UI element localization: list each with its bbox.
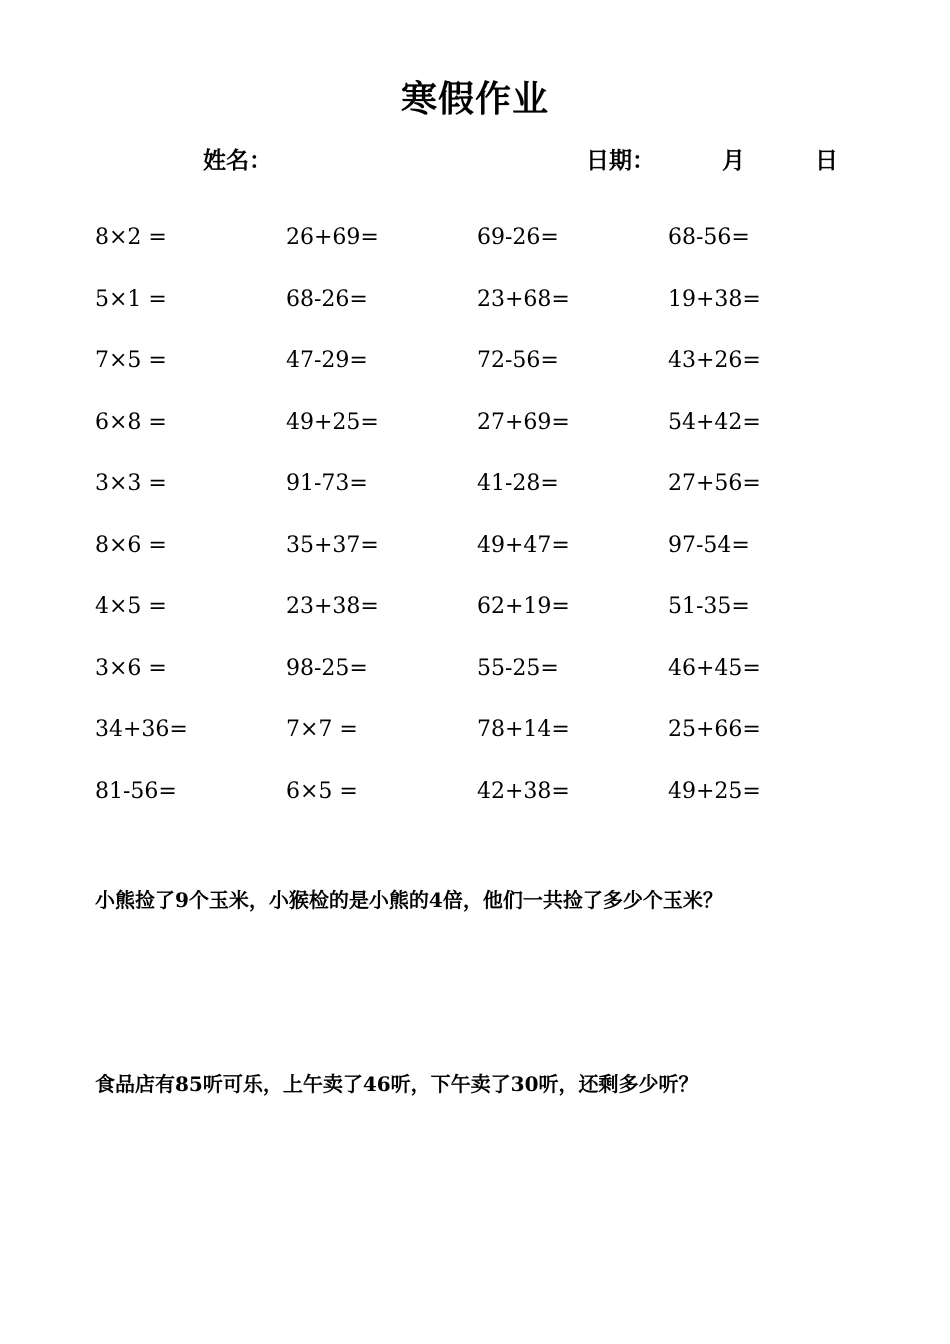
arithmetic-problem: 43+26= [668, 348, 761, 373]
arithmetic-problem: 4×5 = [95, 594, 167, 619]
arithmetic-problem: 62+19= [477, 594, 570, 619]
arithmetic-problem: 25+66= [668, 717, 761, 742]
arithmetic-problem: 7×5 = [95, 348, 167, 373]
arithmetic-problem: 51-35= [668, 594, 750, 619]
word-problem-2: 食品店有85听可乐，上午卖了46听，下午卖了30听，还剩多少听？ [95, 1072, 699, 1096]
arithmetic-problem: 7×7 = [286, 717, 358, 742]
arithmetic-problem: 35+37= [286, 532, 379, 558]
arithmetic-problem: 27+56= [668, 471, 761, 496]
arithmetic-problem: 3×3 = [95, 471, 167, 496]
date-label: 日期： [586, 148, 655, 174]
month-label: 月 [722, 148, 745, 174]
arithmetic-problem: 41-28= [477, 471, 559, 496]
arithmetic-problem: 5×1 = [95, 286, 167, 312]
arithmetic-problem: 3×6 = [95, 655, 167, 681]
arithmetic-problem: 72-56= [477, 348, 559, 373]
arithmetic-problem: 69-26= [477, 225, 559, 250]
arithmetic-problems-grid [95, 220, 855, 835]
arithmetic-problem: 27+69= [477, 409, 570, 435]
arithmetic-problem: 68-26= [286, 286, 368, 312]
day-label: 日 [815, 148, 838, 174]
arithmetic-problem: 8×2 = [95, 225, 167, 250]
arithmetic-problem: 46+45= [668, 655, 761, 681]
arithmetic-problem: 54+42= [668, 409, 761, 435]
arithmetic-problem: 19+38= [668, 286, 761, 312]
arithmetic-problem: 6×5 = [286, 778, 358, 804]
arithmetic-problem: 81-56= [95, 778, 177, 804]
arithmetic-problem: 49+25= [668, 778, 761, 804]
arithmetic-problem: 98-25= [286, 655, 368, 681]
arithmetic-problem: 42+38= [477, 778, 570, 804]
arithmetic-problem: 23+68= [477, 286, 570, 312]
word-problem-1: 小熊捡了9个玉米，小猴检的是小熊的4倍，他们一共捡了多少个玉米？ [95, 888, 723, 912]
worksheet-title: 寒假作业 [400, 79, 549, 120]
arithmetic-problem: 26+69= [286, 225, 379, 250]
arithmetic-problem: 23+38= [286, 594, 379, 619]
arithmetic-problem: 49+25= [286, 409, 379, 435]
arithmetic-problem: 91-73= [286, 471, 368, 496]
arithmetic-problem: 49+47= [477, 532, 570, 558]
name-label: 姓名： [203, 148, 272, 174]
arithmetic-problem: 68-56= [668, 225, 750, 250]
arithmetic-problem: 34+36= [95, 717, 188, 742]
arithmetic-problem: 97-54= [668, 532, 750, 558]
arithmetic-problem: 78+14= [477, 717, 570, 742]
arithmetic-problem: 8×6 = [95, 532, 167, 558]
arithmetic-problem: 47-29= [286, 348, 368, 373]
arithmetic-problem: 55-25= [477, 655, 559, 681]
arithmetic-problem: 6×8 = [95, 409, 167, 435]
